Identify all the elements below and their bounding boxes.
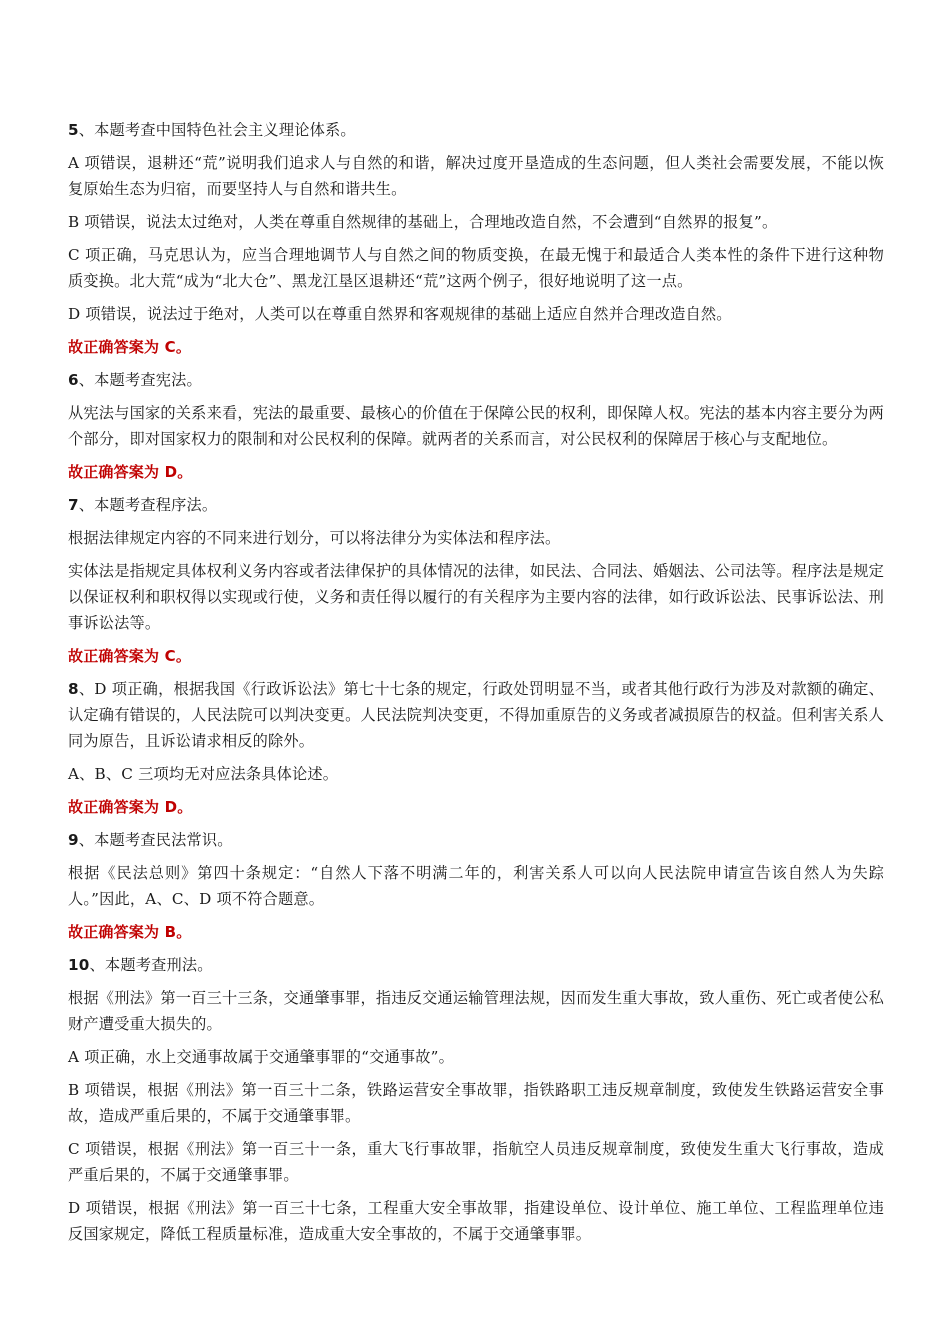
question-heading — [68, 676, 884, 754]
correct-answer: 故正确答案为 C。 — [68, 338, 192, 356]
question-heading — [68, 117, 884, 143]
explanation-paragraph: C 项正确，马克思认为，应当合理地调节人与自然之间的物质变换，在最无愧于和最适合人类本性的条件下进行这种物质变换。北大荒“成为“北大仓”、黑龙江垦区退耕还“荒”这两个例子，很好地说明了这一点。 — [68, 246, 884, 290]
document-page — [68, 117, 884, 1254]
question-heading — [68, 367, 884, 393]
heading-text: 、本题考查民法常识。 — [78, 831, 233, 849]
heading-text: 、本题考查刑法。 — [89, 956, 213, 974]
question-heading — [68, 952, 884, 978]
explanation-paragraph: 根据《刑法》第一百三十三条，交通肇事罪，指违反交通运输管理法规，因而发生重大事故，致人重伤、死亡或者使公私财产遭受重大损失的。 — [68, 989, 884, 1033]
explanation-paragraph: D 项错误，说法过于绝对，人类可以在尊重自然界和客观规律的基础上适应自然并合理改造自然。 — [68, 305, 732, 323]
explanation-paragraph: 根据《民法总则》第四十条规定：“自然人下落不明满二年的，利害关系人可以向人民法院申请宣告该自然人为失踪人。”因此，A、C、D 项不符合题意。 — [68, 864, 884, 908]
explanation-paragraph: D 项错误，根据《刑法》第一百三十七条，工程重大安全事故罪，指建设单位、设计单位、施工单位、工程监理单位违反国家规定，降低工程质量标准，造成重大安全事故的，不属于交通肇事罪。 — [68, 1199, 884, 1243]
question-heading — [68, 492, 884, 518]
explanation-paragraph: 实体法是指规定具体权利义务内容或者法律保护的具体情况的法律，如民法、合同法、婚姻法、公司法等。程序法是规定以保证权利和职权得以实现或行使，义务和责任得以履行的有关程序为主要内容的法律，如行政诉讼法、民事诉讼法、刑事诉讼法等。 — [68, 562, 884, 632]
correct-answer: 故正确答案为 D。 — [68, 798, 193, 816]
explanation-paragraph: A 项正确，水上交通事故属于交通肇事罪的“交通事故”。 — [68, 1048, 455, 1066]
correct-answer: 故正确答案为 D。 — [68, 463, 193, 481]
correct-answer: 故正确答案为 C。 — [68, 647, 192, 665]
explanation-paragraph: 从宪法与国家的关系来看，宪法的最重要、最核心的价值在于保障公民的权利，即保障人权。宪法的基本内容主要分为两个部分，即对国家权力的限制和对公民权利的保障。就两者的关系而言，对公民权利的保障居于核心与支配地位。 — [68, 404, 884, 448]
question-number: 7 — [68, 496, 79, 514]
explanation-paragraph: A、B、C 三项均无对应法条具体论述。 — [68, 765, 339, 783]
question-number: 9 — [68, 831, 79, 849]
heading-text: 、本题考查中国特色社会主义理论体系。 — [78, 121, 356, 139]
heading-text: 、本题考查程序法。 — [78, 496, 218, 514]
question-heading — [68, 827, 884, 853]
explanation-paragraph: A 项错误，退耕还“荒”说明我们追求人与自然的和谐，解决过度开垦造成的生态问题，但人类社会需要发展，不能以恢复原始生态为归宿，而要坚持人与自然和谐共生。 — [68, 154, 884, 198]
question-number: 10 — [68, 956, 90, 974]
question-number: 6 — [68, 371, 79, 389]
heading-text: 、D 项正确，根据我国《行政诉讼法》第七十七条的规定，行政处罚明显不当，或者其他行政行为涉及对款额的确定、认定确有错误的，人民法院可以判决变更。人民法院判决变更，不得加重原告的义务或者减损原告的权益。但利害关系人同为原告，且诉讼请求相反的除外。 — [68, 680, 884, 750]
heading-text: 、本题考查宪法。 — [78, 371, 202, 389]
question-number: 8 — [68, 680, 79, 698]
explanation-paragraph: B 项错误，说法太过绝对，人类在尊重自然规律的基础上，合理地改造自然，不会遭到“自然界的报复”。 — [68, 213, 778, 231]
explanation-paragraph: 根据法律规定内容的不同来进行划分，可以将法律分为实体法和程序法。 — [68, 529, 561, 547]
explanation-paragraph: C 项错误，根据《刑法》第一百三十一条，重大飞行事故罪，指航空人员违反规章制度，致使发生重大飞行事故，造成严重后果的，不属于交通肇事罪。 — [68, 1140, 884, 1184]
explanation-paragraph: B 项错误，根据《刑法》第一百三十二条，铁路运营安全事故罪，指铁路职工违反规章制度，致使发生铁路运营安全事故，造成严重后果的，不属于交通肇事罪。 — [68, 1081, 884, 1125]
question-number: 5 — [68, 121, 79, 139]
correct-answer: 故正确答案为 B。 — [68, 923, 192, 941]
